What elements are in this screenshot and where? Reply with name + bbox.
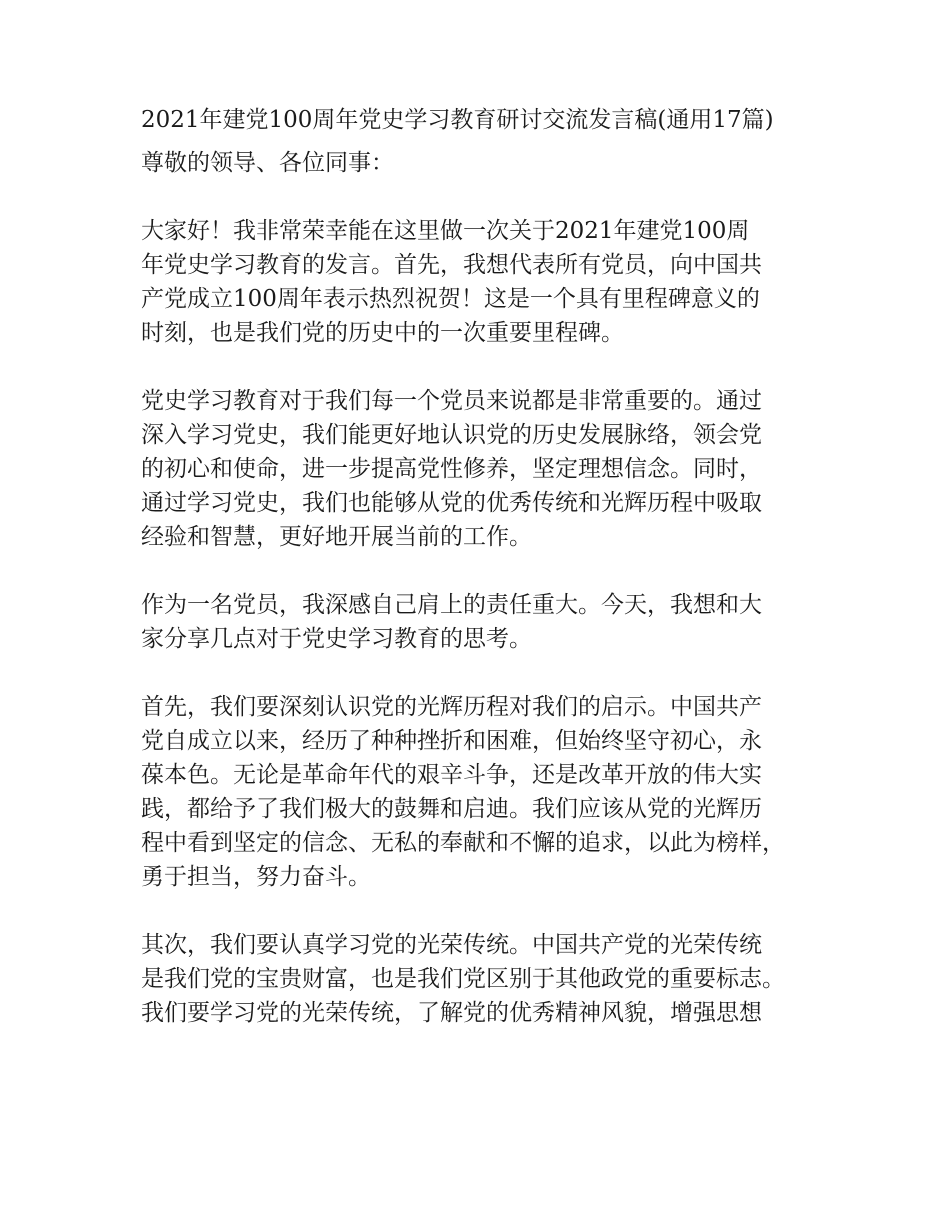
text-line: 践，都给予了我们极大的鼓舞和启迪。我们应该从党的光辉历	[141, 796, 762, 822]
document-body	[141, 103, 831, 1064]
text-line: 程中看到坚定的信念、无私的奉献和不懈的追求，以此为榜样，	[141, 830, 785, 856]
paragraph-second-point	[141, 928, 831, 1030]
text-line: 勇于担当，努力奋斗。	[141, 864, 371, 890]
paragraph-greeting	[141, 214, 831, 350]
paragraph-first-point	[141, 690, 831, 894]
text-line: 葆本色。无论是革命年代的艰辛斗争，还是改革开放的伟大实	[141, 762, 762, 788]
text-line: 首先，我们要深刻认识党的光辉历程对我们的启示。中国共产	[141, 694, 762, 720]
text-line: 党史学习教育对于我们每一个党员来说都是非常重要的。通过	[141, 388, 762, 414]
paragraph-responsibility	[141, 588, 831, 656]
paragraph-importance	[141, 384, 831, 554]
text-line: 通过学习党史，我们也能够从党的优秀传统和光辉历程中吸取	[141, 490, 762, 516]
text-line: 是我们党的宝贵财富，也是我们党区别于其他政党的重要标志。	[141, 966, 785, 992]
text-line: 大家好！我非常荣幸能在这里做一次关于2021年建党100周	[141, 218, 750, 244]
text-line: 党自成立以来，经历了种种挫折和困难，但始终坚守初心，永	[141, 728, 762, 754]
text-line: 时刻，也是我们党的历史中的一次重要里程碑。	[141, 320, 624, 346]
salutation: 尊敬的领导、各位同事：	[141, 150, 394, 176]
text-line: 经验和智慧，更好地开展当前的工作。	[141, 524, 532, 550]
text-line: 的初心和使命，进一步提高党性修养，坚定理想信念。同时，	[141, 456, 762, 482]
document-title: 2021年建党100周年党史学习教育研讨交流发言稿(通用17篇)	[141, 107, 774, 133]
text-line: 深入学习党史，我们能更好地认识党的历史发展脉络，领会党	[141, 422, 762, 448]
text-line: 其次，我们要认真学习党的光荣传统。中国共产党的光荣传统	[141, 932, 762, 958]
text-line: 产党成立100周年表示热烈祝贺！这是一个具有里程碑意义的	[141, 286, 760, 312]
text-line: 作为一名党员，我深感自己肩上的责任重大。今天，我想和大	[141, 592, 762, 618]
text-line: 家分享几点对于党史学习教育的思考。	[141, 626, 532, 652]
text-line: 年党史学习教育的发言。首先，我想代表所有党员，向中国共	[141, 252, 762, 278]
text-line: 我们要学习党的光荣传统，了解党的优秀精神风貌，增强思想	[141, 1000, 762, 1026]
